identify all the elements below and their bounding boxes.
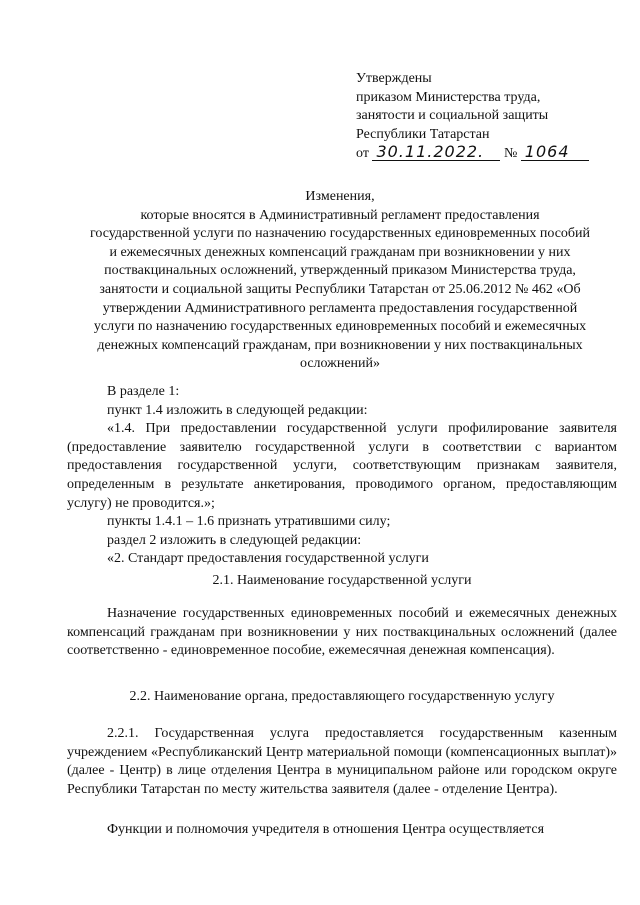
title-line: поствакцинальных осложнений, утвержденный приказом Министерства труда, (104, 263, 576, 279)
item-1-4-text: «1.4. При предоставлении государственной услуги профилирование заявителя (предоставление заявителю государственной услуги в соответствии с вариантом предоставления государственной услуги, соответствующим признакам заявителя, определенным в результате анкетирования, проводимого органом, предоставляющим услугу) не проводится.»; (67, 421, 617, 511)
heading-2-1: 2.1. Наименование государственной услуги (212, 573, 472, 588)
approval-line-4: Республики Татарстан (356, 126, 490, 142)
items-invalid: пункты 1.4.1 – 1.6 признать утратившими силу; (107, 514, 391, 530)
document-body (67, 383, 617, 569)
approval-stamp-block (356, 70, 616, 164)
approval-date-line (356, 144, 616, 164)
standard-heading: «2. Стандарт предоставления государственной услуги (107, 551, 429, 567)
section2-intro: раздел 2 изложить в следующей редакции: (107, 532, 362, 548)
document-title (60, 188, 620, 374)
handwritten-date: 30.11.2022. (372, 144, 500, 161)
paragraph-functions: Функции и полномочия учредителя в отношения Центра осуществляется (107, 822, 545, 837)
title-heading: Изменения, (305, 189, 375, 204)
title-line: услуги по назначению государственных единовременных пособий и ежемесячных (93, 319, 587, 335)
approval-line-1: Утверждены (356, 71, 432, 86)
title-line: утверждении Административного регламента предоставления государственной (102, 300, 578, 316)
approval-line-3: занятости и социальной защиты (356, 108, 549, 124)
title-line: которые вносятся в Административный регламент предоставления (140, 207, 540, 223)
paragraph-2-2-1: 2.2.1. Государственная услуга предоставляется государственным казенным учреждением «Республиканский Центр материальной помощи (компенсационных выплат)» (далее - Центр) в лице отделения Центра в муниципальном районе или городском округе Республики Татарстан по месту жительства заявителя (далее - отделение Центра). (67, 726, 617, 797)
item-1-4-intro: пункт 1.4 изложить в следующей редакции: (107, 402, 368, 418)
title-line: денежных компенсаций гражданам, при возникновении у них поствакцинальных (97, 337, 583, 353)
title-line: и ежемесячных денежных компенсаций гражданам при возникновении у них (109, 244, 571, 260)
title-line: занятости и социальной защиты Республики Татарстан от 25.06.2012 № 462 «Об (99, 281, 581, 297)
paragraph-2-1: Назначение государственных единовременных пособий и ежемесячных денежных компенсаций гражданам при возникновении у них поствакцинальных осложнений (далее соответственно - единовременное пособие, ежемесячная денежная компенсация). (67, 606, 617, 659)
section-intro: В разделе 1: (107, 384, 180, 399)
date-prefix: от (356, 146, 369, 162)
handwritten-number: 1064 (521, 144, 589, 161)
title-line: государственной услуги по назначению государственных единовременных пособий (89, 226, 591, 242)
approval-line-2: приказом Министерства труда, (356, 89, 541, 105)
heading-2-2: 2.2. Наименование органа, предоставляющего государственную услугу (129, 689, 555, 704)
number-prefix: № (503, 146, 518, 162)
title-line: осложнений» (299, 356, 381, 372)
